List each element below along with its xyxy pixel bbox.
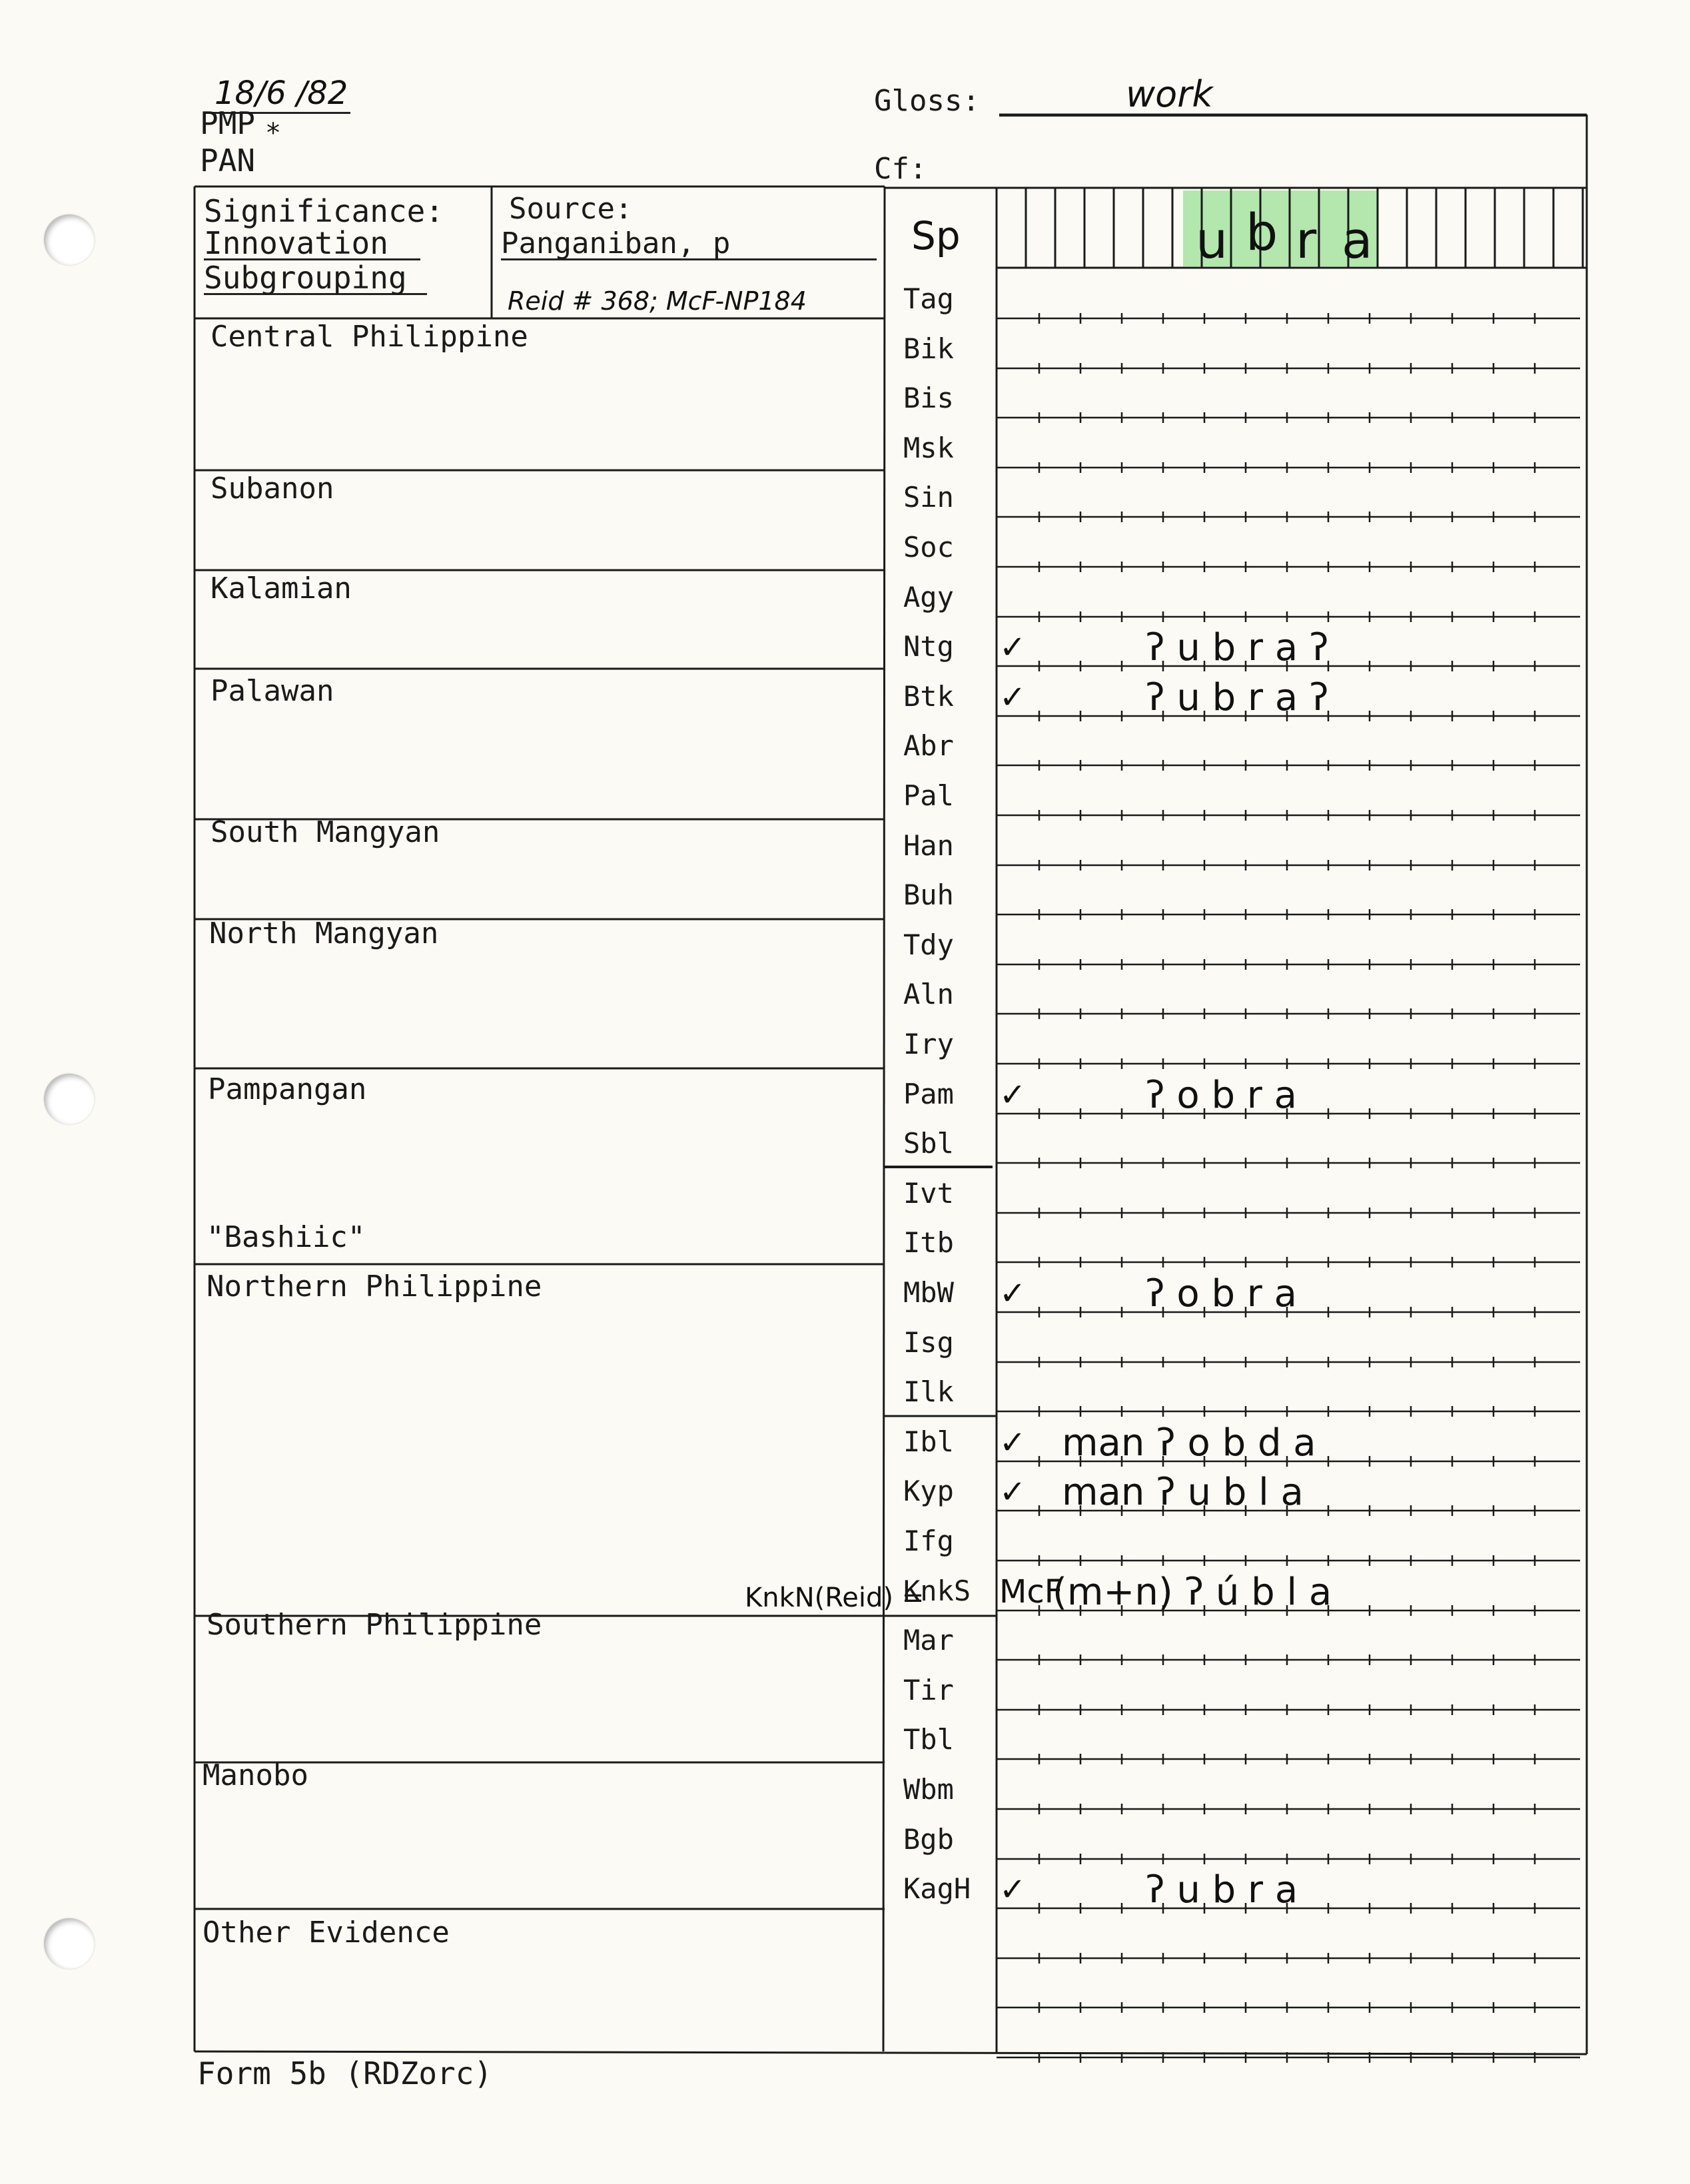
sp-letter-a: a — [1342, 210, 1373, 270]
language-form: ʔ u b r a ʔ — [1146, 676, 1329, 719]
language-check: ✓ — [999, 679, 1027, 716]
language-code: Pam — [903, 1078, 954, 1110]
language-code: Soc — [903, 531, 954, 563]
language-code: Kyp — [903, 1475, 954, 1507]
gloss-value: work — [1126, 73, 1213, 115]
group-palawan: Palawan — [211, 674, 334, 708]
gloss-label: Gloss: — [874, 84, 980, 118]
language-check: ✓ — [999, 1275, 1027, 1312]
innovation-label: Innovation — [204, 228, 420, 260]
language-code: Wbm — [903, 1773, 954, 1806]
sp-label: Sp — [911, 213, 961, 258]
language-code: Iry — [903, 1028, 954, 1060]
language-code: Bis — [903, 382, 954, 414]
form-footer: Form 5b (RDZorc) — [197, 2055, 493, 2091]
language-form: (m+n) ʔ ú b l a — [1053, 1571, 1332, 1614]
source-value: Panganiban, p — [501, 229, 877, 260]
language-code: Sbl — [903, 1127, 954, 1160]
significance-title: Significance: — [204, 193, 444, 229]
source-note: Reid # 368; McF-NP184 — [508, 286, 807, 316]
group-bashiic: "Bashiic" — [207, 1220, 366, 1254]
subgrouping-label: Subgrouping — [204, 262, 427, 295]
language-code: Msk — [903, 432, 954, 464]
language-code: Han — [903, 829, 954, 862]
language-form: ʔ o b r a — [1146, 1074, 1297, 1117]
group-south-mangyan: South Mangyan — [211, 815, 440, 849]
language-code: Buh — [903, 879, 954, 911]
language-code: Tir — [903, 1674, 954, 1706]
cf-label: Cf: — [874, 152, 927, 186]
language-form: man ʔ u b l a — [1062, 1471, 1304, 1514]
language-code: Isg — [903, 1326, 954, 1359]
sp-letter-b: b — [1246, 202, 1278, 262]
language-check: ✓ — [999, 1473, 1027, 1511]
knkn-note: KnkN(Reid) = — [745, 1583, 925, 1613]
group-northern-philippine: Northern Philippine — [207, 1270, 542, 1303]
language-code: Ivt — [903, 1177, 954, 1210]
group-subanon: Subanon — [211, 472, 334, 506]
language-code: Tag — [903, 282, 954, 315]
language-check: ✓ — [999, 1076, 1027, 1114]
sp-letter-r: r — [1296, 210, 1317, 270]
language-code: Aln — [903, 978, 954, 1010]
language-code: Tbl — [903, 1723, 954, 1756]
pmp-label: PMP — [200, 105, 256, 141]
language-code: Pal — [903, 779, 954, 812]
language-code: Mar — [903, 1624, 954, 1656]
date: 18/6 /82 — [212, 75, 350, 114]
language-code: Abr — [903, 729, 954, 762]
language-code: Bik — [903, 332, 954, 365]
group-other-evidence: Other Evidence — [203, 1916, 450, 1950]
group-kalamian: Kalamian — [211, 571, 352, 605]
language-form: ʔ u b r a — [1146, 1868, 1298, 1912]
pan-label: PAN — [200, 143, 256, 179]
language-form: man ʔ o b d a — [1062, 1421, 1316, 1465]
language-code: Ilk — [903, 1375, 954, 1408]
language-check: McF — [999, 1573, 1063, 1611]
language-form: ʔ u b r a ʔ — [1146, 626, 1329, 669]
group-pampangan: Pampangan — [208, 1072, 367, 1106]
sp-letter-u: u — [1196, 210, 1228, 270]
language-code: Ifg — [903, 1525, 954, 1557]
language-check: ✓ — [999, 629, 1027, 666]
group-north-mangyan: North Mangyan — [209, 916, 439, 950]
language-code: Ibl — [903, 1425, 954, 1458]
group-central-philippine: Central Philippine — [211, 320, 528, 354]
language-code: Ntg — [903, 630, 954, 663]
language-code: Bgb — [903, 1823, 954, 1856]
language-form: ʔ o b r a — [1146, 1272, 1297, 1315]
language-code: Sin — [903, 481, 954, 514]
group-manobo: Manobo — [203, 1758, 308, 1792]
language-code: KagH — [903, 1872, 971, 1905]
language-code: MbW — [903, 1276, 954, 1309]
language-code: Tdy — [903, 928, 954, 961]
language-code: Itb — [903, 1226, 954, 1259]
group-southern-philippine: Southern Philippine — [207, 1608, 542, 1642]
language-check: ✓ — [999, 1424, 1027, 1461]
pmp-star: * — [265, 118, 282, 149]
language-code: Btk — [903, 680, 954, 713]
language-code: Agy — [903, 581, 954, 613]
source-label: Source: — [509, 192, 633, 226]
language-check: ✓ — [999, 1871, 1027, 1908]
language-code: KnkS — [903, 1575, 971, 1607]
